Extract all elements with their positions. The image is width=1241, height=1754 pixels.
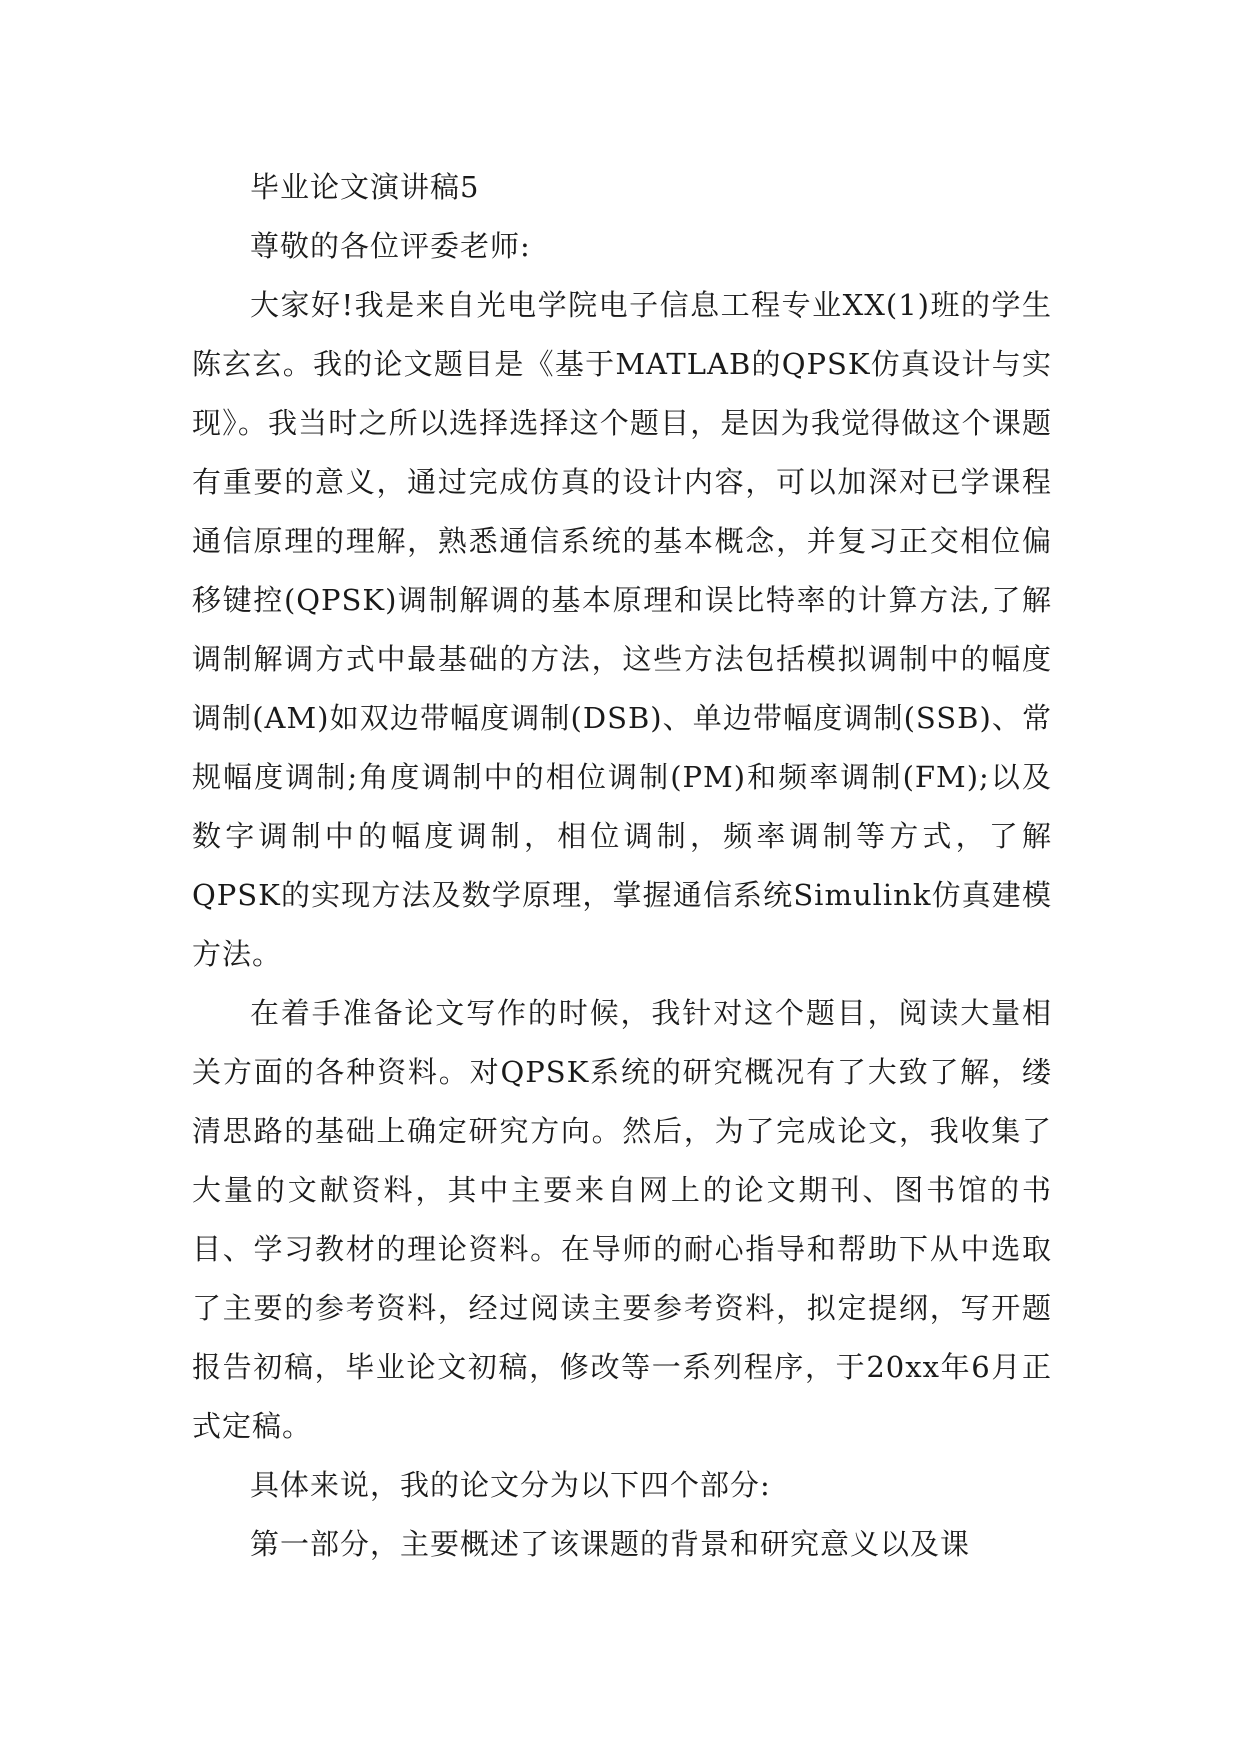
document-title: 毕业论文演讲稿5 — [250, 170, 480, 204]
body-paragraph: 第一部分，主要概述了该课题的背景和研究意义以及课 — [250, 1527, 971, 1561]
document-body — [192, 158, 1052, 1574]
salutation-paragraph: 尊敬的各位评委老师: — [250, 229, 531, 263]
body-paragraph: 大家好!我是来自光电学院电子信息工程专业XX(1)班的学生陈玄玄。我的论文题目是《基于MATLAB的QPSK仿真设计与实现》。我当时之所以选择选择这个题目，是因为我觉得做这个课题有重要的意义，通过完成仿真的设计内容，可以加深对已学课程通信原理的理解，熟悉通信系统的基本概念，并复习正交相位偏移键控(QPSK)调制解调的基本原理和误比特率的计算方法,了解调制解调方式中最基础的方法，这些方法包括模拟调制中的幅度调制(AM)如双边带幅度调制(DSB)、单边带幅度调制(SSB)、常规幅度调制;角度调制中的相位调制(PM)和频率调制(FM);以及数字调制中的幅度调制，相位调制，频率调制等方式，了解QPSK的实现方法及数学原理，掌握通信系统Simulink仿真建模方法。 — [192, 288, 1052, 971]
body-paragraph: 具体来说，我的论文分为以下四个部分: — [250, 1468, 771, 1502]
body-paragraph: 在着手准备论文写作的时候，我针对这个题目，阅读大量相关方面的各种资料。对QPSK系统的研究概况有了大致了解，缕清思路的基础上确定研究方向。然后，为了完成论文，我收集了大量的文献资料，其中主要来自网上的论文期刊、图书馆的书目、学习教材的理论资料。在导师的耐心指导和帮助下从中选取了主要的参考资料，经过阅读主要参考资料，拟定提纲，写开题报告初稿，毕业论文初稿，修改等一系列程序，于20xx年6月正式定稿。 — [192, 996, 1052, 1443]
